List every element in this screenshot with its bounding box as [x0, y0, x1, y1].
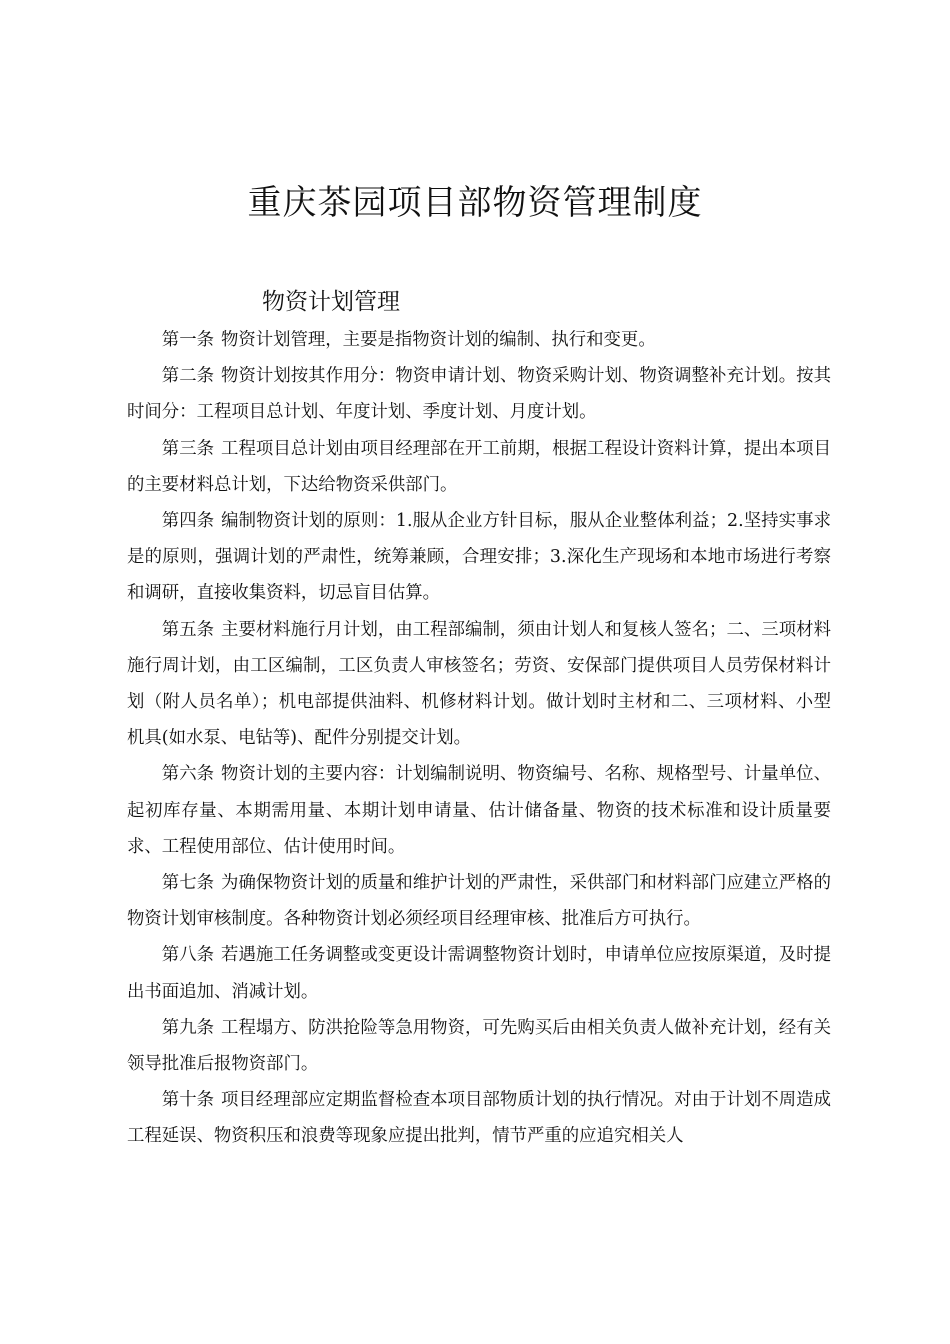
article-text: 项目经理部应定期监督检查本项目部物质计划的执行情况。对由于计划不周造成工程延误、物资积压和浪费等现象应提出批判，情节严重的应追究相关人 — [127, 1090, 831, 1147]
article-5 — [127, 612, 831, 757]
article-7 — [127, 865, 831, 937]
article-number: 第三条 — [161, 438, 215, 459]
article-text: 若遇施工任务调整或变更设计需调整物资计划时，申请单位应按原渠道，及时提出书面追加、消减计划。 — [127, 945, 831, 1002]
article-number: 第一条 — [161, 330, 214, 350]
section-heading: 物资计划管理 — [262, 289, 400, 315]
article-text: 为确保物资计划的质量和维护计划的严肃性，采供部门和材料部门应建立严格的物资计划审核制度。各种物资计划必须经项目经理审核、批准后方可执行。 — [127, 873, 831, 930]
document-body — [127, 322, 831, 1155]
article-number: 第四条 — [161, 511, 215, 532]
article-8 — [127, 937, 831, 1009]
article-number: 第十条 — [161, 1090, 215, 1111]
article-number: 第七条 — [161, 873, 215, 894]
article-2 — [127, 358, 831, 430]
article-text: 工程项目总计划由项目经理部在开工前期，根据工程设计资料计算，提出本项目的主要材料总计划，下达给物资采供部门。 — [127, 438, 831, 495]
article-1 — [127, 322, 831, 358]
document-title: 重庆茶园项目部物资管理制度 — [247, 183, 703, 223]
article-6 — [127, 756, 831, 865]
article-10 — [127, 1082, 831, 1154]
article-text: 工程塌方、防洪抢险等急用物资，可先购买后由相关负责人做补充计划，经有关领导批准后报物资部门。 — [127, 1017, 831, 1075]
article-text: 物资计划管理，主要是指物资计划的编制、执行和变更。 — [220, 330, 656, 350]
article-text: 主要材料施行月计划，由工程部编制，须由计划人和复核人签名；二、三项材料施行周计划，由工区编制，工区负责人审核签名；劳资、安保部门提供项目人员劳保材料计划（附人员名单）；机电部提供油料、机修材料计划。做计划时主材和二、三项材料、小型机具(如水泵、电钻等)、配件分别提交计划。 — [127, 619, 831, 749]
article-number: 第九条 — [161, 1017, 215, 1038]
article-4 — [127, 503, 831, 612]
article-9 — [127, 1010, 831, 1082]
article-number: 第二条 — [161, 366, 215, 387]
article-text: 编制物资计划的原则：1.服从企业方针目标，服从企业整体利益；2.坚持实事求是的原则，强调计划的严肃性，统筹兼顾，合理安排；3.深化生产现场和本地市场进行考察和调研，直接收集资料，切忌盲目估算。 — [127, 511, 831, 604]
article-number: 第六条 — [161, 764, 215, 785]
article-text: 物资计划的主要内容：计划编制说明、物资编号、名称、规格型号、计量单位、起初库存量、本期需用量、本期计划申请量、估计储备量、物资的技术标准和设计质量要求、工程使用部位、估计使用时间。 — [127, 764, 831, 857]
article-3 — [127, 431, 831, 503]
article-number: 第八条 — [161, 945, 215, 966]
article-number: 第五条 — [161, 619, 215, 640]
article-text: 物资计划按其作用分：物资申请计划、物资采购计划、物资调整补充计划。按其时间分：工程项目总计划、年度计划、季度计划、月度计划。 — [127, 366, 831, 423]
